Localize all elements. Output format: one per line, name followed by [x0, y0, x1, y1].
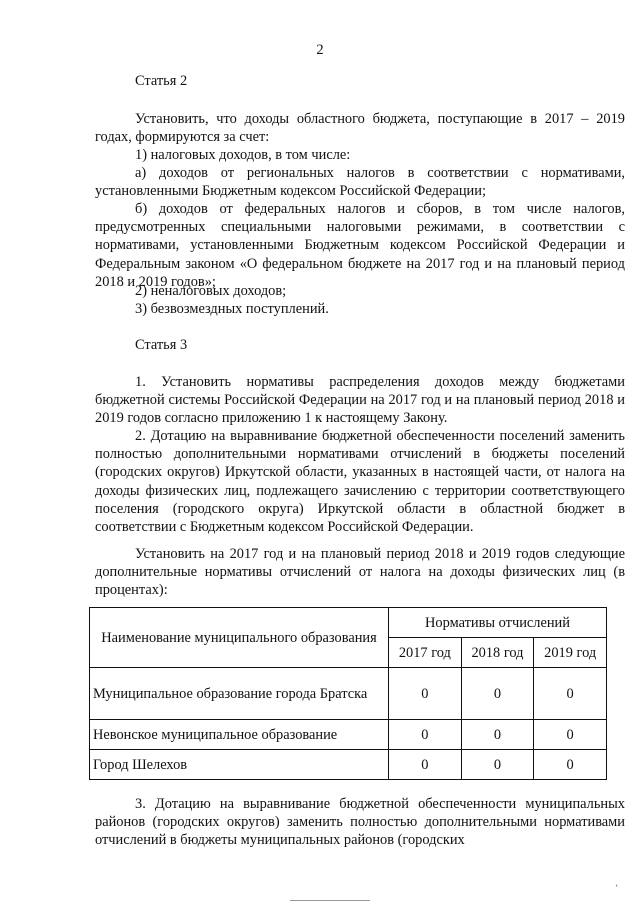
table-row [90, 668, 607, 720]
row-value-2017: 0 [389, 668, 462, 720]
norms-table [89, 607, 607, 780]
article-2-intro: Установить, что доходы областного бюджета, поступающие в 2017 – 2019 годах, формируются за счет: [95, 111, 625, 146]
article-3-heading: Статья 3 [135, 337, 188, 353]
row-value-2019: 0 [534, 668, 607, 720]
article-2-item-3: 3) безвозмездных поступлений. [135, 301, 329, 317]
header-norms: Нормативы отчислений [389, 608, 607, 638]
row-name: Муниципальное образование города Братска [90, 668, 389, 720]
header-year-2017: 2017 год [389, 638, 462, 668]
article-2-item-1a: а) доходов от региональных налогов в соответствии с нормативами, установленными Бюджетным кодексом Российской Федерации; [95, 165, 625, 200]
header-municipality: Наименование муниципального образования [90, 608, 389, 668]
article-3-para-3: 3. Дотацию на выравнивание бюджетной обеспеченности муниципальных районов (городских округов) заменить полностью дополнительными нормативами отчислений в бюджеты муниципальных районов (городских [95, 796, 625, 849]
article-2-heading: Статья 2 [135, 73, 188, 89]
row-value-2018: 0 [461, 668, 534, 720]
article-3-para-2: 2. Дотацию на выравнивание бюджетной обеспеченности поселений заменить полностью дополнительными нормативами отчислений в бюджеты поселений (городских округов) Иркутской области, указанных в настоящей части, от налога на доходы физических лиц, подлежащего зачислению с территории соответствующего поселения (городского округа) Иркутской области в областной бюджет в соответствии с Бюджетным кодексом Российской Федерации. [95, 428, 625, 536]
scan-artifact: , [611, 878, 619, 888]
header-year-2019: 2019 год [534, 638, 607, 668]
article-2-item-1b: б) доходов от федеральных налогов и сборов, в том числе налогов, предусмотренных специальными налоговыми режимами, в соответствии с нормативами, установленными Бюджетным кодексом Российской Федерации и Федеральным законом «О федеральном бюджете на 2017 год и на плановый период 2018 и 2019 годов»; [95, 201, 625, 290]
article-2-item-2: 2) неналоговых доходов; [135, 283, 287, 299]
row-value-2019: 0 [534, 750, 607, 780]
page-number: 2 [316, 42, 324, 58]
row-value-2017: 0 [389, 720, 462, 750]
header-year-2018: 2018 год [461, 638, 534, 668]
scan-divider [290, 900, 370, 901]
article-3-para-2b: Установить на 2017 год и на плановый период 2018 и 2019 годов следующие дополнительные нормативы отчислений от налога на доходы физических лиц (в процентах): [95, 546, 625, 599]
row-name: Город Шелехов [90, 750, 389, 780]
row-value-2018: 0 [461, 720, 534, 750]
article-3-para-1: 1. Установить нормативы распределения доходов между бюджетами бюджетной системы Российской Федерации на 2017 год и на плановый период 2018 и 2019 годов согласно приложению 1 к настоящему Закону. [95, 374, 625, 427]
table-row [90, 720, 607, 750]
article-2-item-1: 1) налоговых доходов, в том числе: [135, 147, 351, 163]
row-value-2019: 0 [534, 720, 607, 750]
table-row [90, 750, 607, 780]
row-value-2017: 0 [389, 750, 462, 780]
row-value-2018: 0 [461, 750, 534, 780]
row-name: Невонское муниципальное образование [90, 720, 389, 750]
